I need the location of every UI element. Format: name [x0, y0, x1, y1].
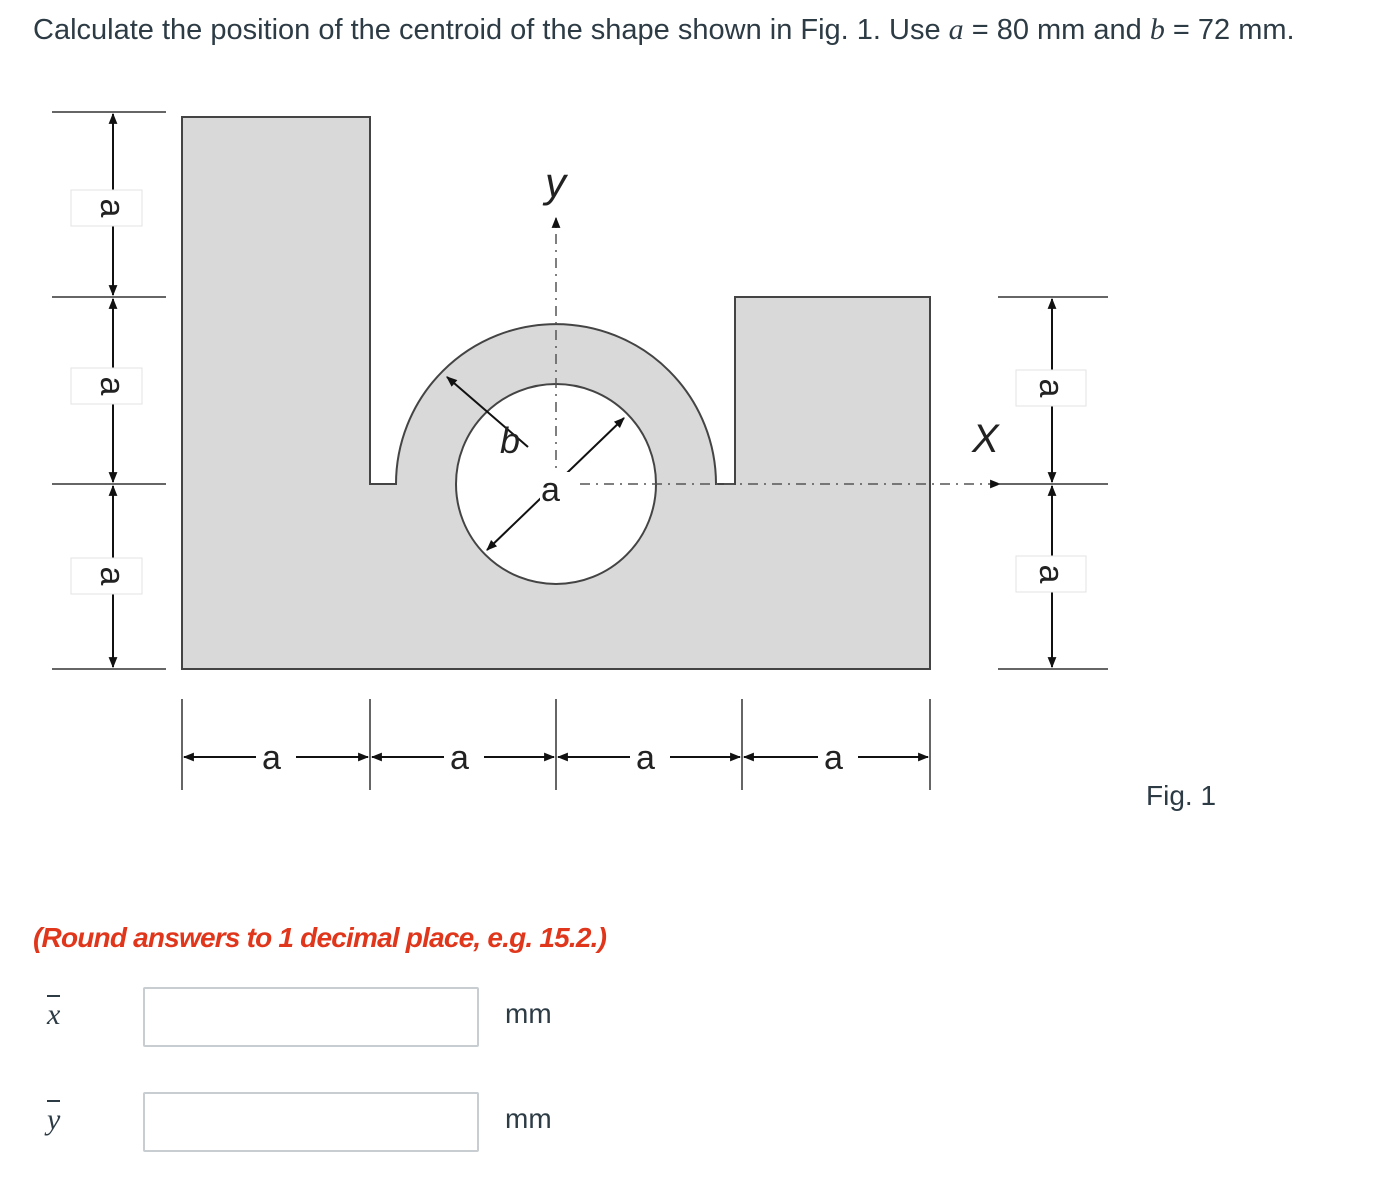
bottom-dim-label: a: [262, 739, 281, 777]
left-dimensions: [52, 112, 166, 669]
diameter-a-label: a: [541, 471, 560, 509]
symbol-b: b: [1149, 13, 1165, 46]
left-dim-label: a: [93, 198, 131, 218]
y-bar-label: y: [47, 1103, 60, 1137]
right-dim-label: a: [1032, 564, 1070, 584]
y-bar-input[interactable]: [143, 1092, 479, 1152]
symbol-a: a: [948, 13, 964, 46]
bottom-dim-label: a: [636, 739, 655, 777]
bottom-dim-label: a: [450, 739, 469, 777]
y-axis-label: y: [545, 159, 566, 206]
figure-1: [0, 100, 1140, 800]
x-bar-label: x: [47, 998, 60, 1032]
left-dim-label: a: [93, 376, 131, 396]
bottom-dim-label: a: [824, 739, 843, 777]
right-dim-label: a: [1032, 378, 1070, 398]
left-dim-label: a: [93, 566, 131, 586]
right-dimensions: [998, 297, 1108, 669]
figure-caption: Fig. 1: [1146, 780, 1217, 811]
y-bar-unit: mm: [505, 1103, 552, 1134]
x-bar-unit: mm: [505, 998, 552, 1029]
bottom-dimensions: [182, 699, 930, 790]
x-axis-label: X: [972, 417, 999, 461]
question-text: Calculate the position of the centroid of the shape shown in Fig. 1. Use a = 80 mm and b = 72 mm.: [33, 13, 1295, 46]
radius-b-label: b: [500, 420, 521, 461]
x-bar-input[interactable]: [143, 987, 479, 1047]
rounding-note: (Round answers to 1 decimal place, e.g. 15.2.): [33, 922, 607, 953]
